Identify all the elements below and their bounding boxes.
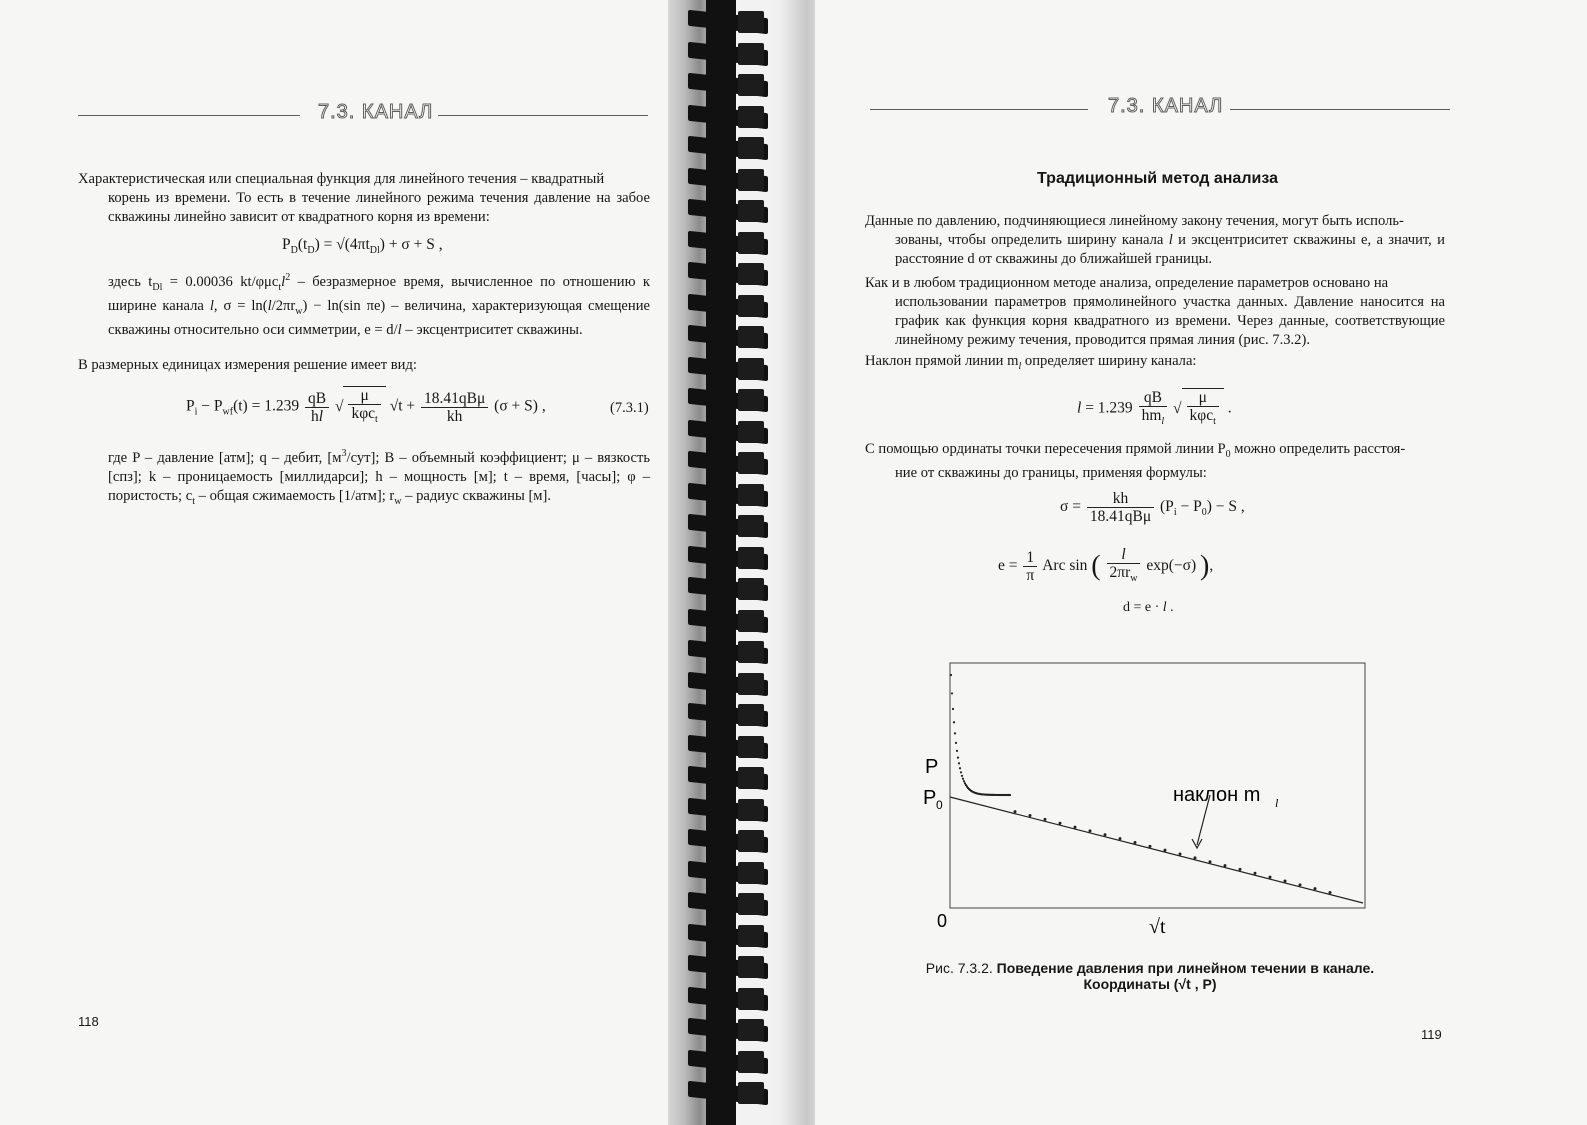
curve-point <box>950 674 952 676</box>
curve-point <box>1009 794 1011 796</box>
running-header-text: 7.3. КАНАЛ <box>318 101 434 123</box>
curve-point <box>961 775 963 777</box>
axis-label-p0: P <box>923 787 937 809</box>
curve-point <box>1059 822 1062 825</box>
formula-sigma: σ = $\frac{kh}{\text{18.41qBμ}}$ $(P_i - P_0) - S$ , <box>1060 490 1245 525</box>
curve-point <box>1104 833 1107 836</box>
left-page <box>0 0 690 1125</box>
slope-annotation: наклон m <box>1173 784 1261 806</box>
curve-point <box>1224 864 1227 867</box>
curve-point <box>1194 856 1197 859</box>
running-header-left <box>78 101 648 126</box>
paragraph-2 <box>865 274 1445 350</box>
paragraph-4-first: С помощью ординаты точки пересечения прямой линии $P_0$ можно определить расстоя- <box>865 441 1406 460</box>
page-number-left: 118 <box>78 1014 99 1029</box>
curve-point <box>962 778 964 780</box>
paragraph-4 <box>865 440 1445 483</box>
curve-point <box>959 767 961 769</box>
curve-point <box>952 708 954 710</box>
curve-point <box>1164 849 1167 852</box>
paragraph-1 <box>78 170 650 227</box>
section-title: Традиционный метод анализа <box>1037 170 1278 187</box>
curve-point <box>1089 829 1092 832</box>
figure-pressure-plot <box>915 655 1375 945</box>
paragraph-1-first: Характеристическая или специальная функция для линейного течения – квадратный <box>78 171 605 187</box>
formula-pd: $P_D(t_D) = √(4\pi t_{Dl}) + \sigma + S$ , <box>282 236 443 257</box>
running-header-right <box>870 95 1450 120</box>
paragraph-3: Наклон прямой линии $m_l$ определяет ширину канала: <box>865 353 1197 372</box>
curve-point <box>963 780 965 782</box>
paragraph-1-first: Данные по давлению, подчиняющиеся линейному закону течения, могут быть исполь- <box>865 213 1404 229</box>
paragraph-1 <box>865 212 1445 269</box>
page-number-right: 119 <box>1421 1027 1442 1042</box>
curve-point <box>1209 860 1212 863</box>
curve-point <box>955 742 957 744</box>
curve-point <box>1284 879 1287 882</box>
formula-d: d = e · l . <box>1123 600 1174 615</box>
slope-annotation-sub: l <box>1275 796 1279 810</box>
equation-number: (7.3.1) <box>610 400 649 416</box>
curve-point <box>1299 883 1302 886</box>
paragraph-4-rest: ние от скважины до границы, применяя формулы: <box>895 464 1207 481</box>
curve-point <box>1239 868 1242 871</box>
curve-point <box>1179 853 1182 856</box>
curve-point <box>953 721 955 723</box>
paragraph-1-rest: зованы, чтобы определить ширину канала l и эксцентриситет скважины e, а значит, и расстояние d от скважины до ближайшей границы. <box>895 232 1445 267</box>
axis-label-p: P <box>925 756 939 778</box>
curve-point <box>954 732 956 734</box>
axis-label-x: √t <box>1149 916 1166 938</box>
paragraph-3: В размерных единицах измерения решение имеет вид: <box>78 357 417 373</box>
caption-title: Поведение давления при линейном течении в канале. <box>996 960 1375 976</box>
paragraph-1-rest: корень из времени. То есть в течение линейного режима течения давление на забое скважины линейно зависит от квадратного корня из времени: <box>108 190 650 225</box>
axis-label-p0-sub: 0 <box>936 798 943 812</box>
curve-point <box>957 757 959 759</box>
curve-point <box>1029 814 1032 817</box>
axis-label-origin: 0 <box>937 911 948 931</box>
caption-prefix: Рис. 7.3.2. <box>925 960 993 976</box>
curve-point <box>960 771 962 773</box>
curve-point <box>1044 818 1047 821</box>
spiral-binding <box>668 0 826 1125</box>
curve-point <box>1329 891 1332 894</box>
caption-line2: Координаты (√t , P) <box>1083 976 1217 992</box>
curve-point <box>1254 872 1257 875</box>
formula-width: l = 1.239 $\frac{qB}{hm_l}$ √ $\frac{\mu}{k\varphi c_t}$ . <box>1077 388 1232 430</box>
curve-point <box>958 762 960 764</box>
paragraph-2-rest: использовании параметров прямолинейного участка данных. Давление наносится на график как функция корня квадратного из времени. Через данные, соответствующие линейному режиму течения, проводится прямая линия (рис. 7.3.2). <box>895 294 1445 348</box>
curve-point <box>951 692 953 694</box>
paragraph-4: где P – давление [атм]; q – дебит, $[м^3/сут]$; B – объемный коэффициент; μ – вязкость [спз]; k – проницаемость [миллидарси]; h – мощность [м]; t – время, [часы]; φ – пористость; $c_t$ – общая сжимаемость [1/атм]; $r_w$ – радиус скважины [м]. <box>108 448 650 507</box>
formula-e: e = $\frac{1}{\pi}$ Arc sin ( $\frac{l}{2\pi r_w}$ exp(−σ) ), <box>998 546 1214 585</box>
curve-point <box>1074 826 1077 829</box>
curve-point <box>1119 837 1122 840</box>
formula-7-3-1: $P_i - P_{wf}(t) = 1.239$ $\frac{qB}{hl}$ √ $\frac{\mu}{k\varphi c_t}$ √t + $\frac{\text{18.41qBμ}}{kh}$ (σ + S) , <box>186 386 546 428</box>
paragraph-2-first: Как и в любом традиционном методе анализа, определение параметров основано на <box>865 275 1389 291</box>
curve-point <box>956 750 958 752</box>
curve-point <box>1269 876 1272 879</box>
right-page <box>815 0 1587 1125</box>
curve-point <box>1149 845 1152 848</box>
running-header-text: 7.3. КАНАЛ <box>1108 95 1224 117</box>
figure-caption <box>920 960 1380 992</box>
curve-point <box>1314 887 1317 890</box>
curve-point <box>1014 810 1017 813</box>
paragraph-2: здесь $t_{Dl} = 0.00036$ $kt/\varphi\mu c_tl^2$ – безразмерное время, вычисленное по отношению к ширине канала l, $\sigma = \ln(l/2\pi r_w) - \ln(\sin$ πe) – величина, характеризующая смещение скважины относительно оси симметрии, e = d/l – эксцентриситет скважины. <box>108 272 651 338</box>
curve-point <box>1134 841 1137 844</box>
